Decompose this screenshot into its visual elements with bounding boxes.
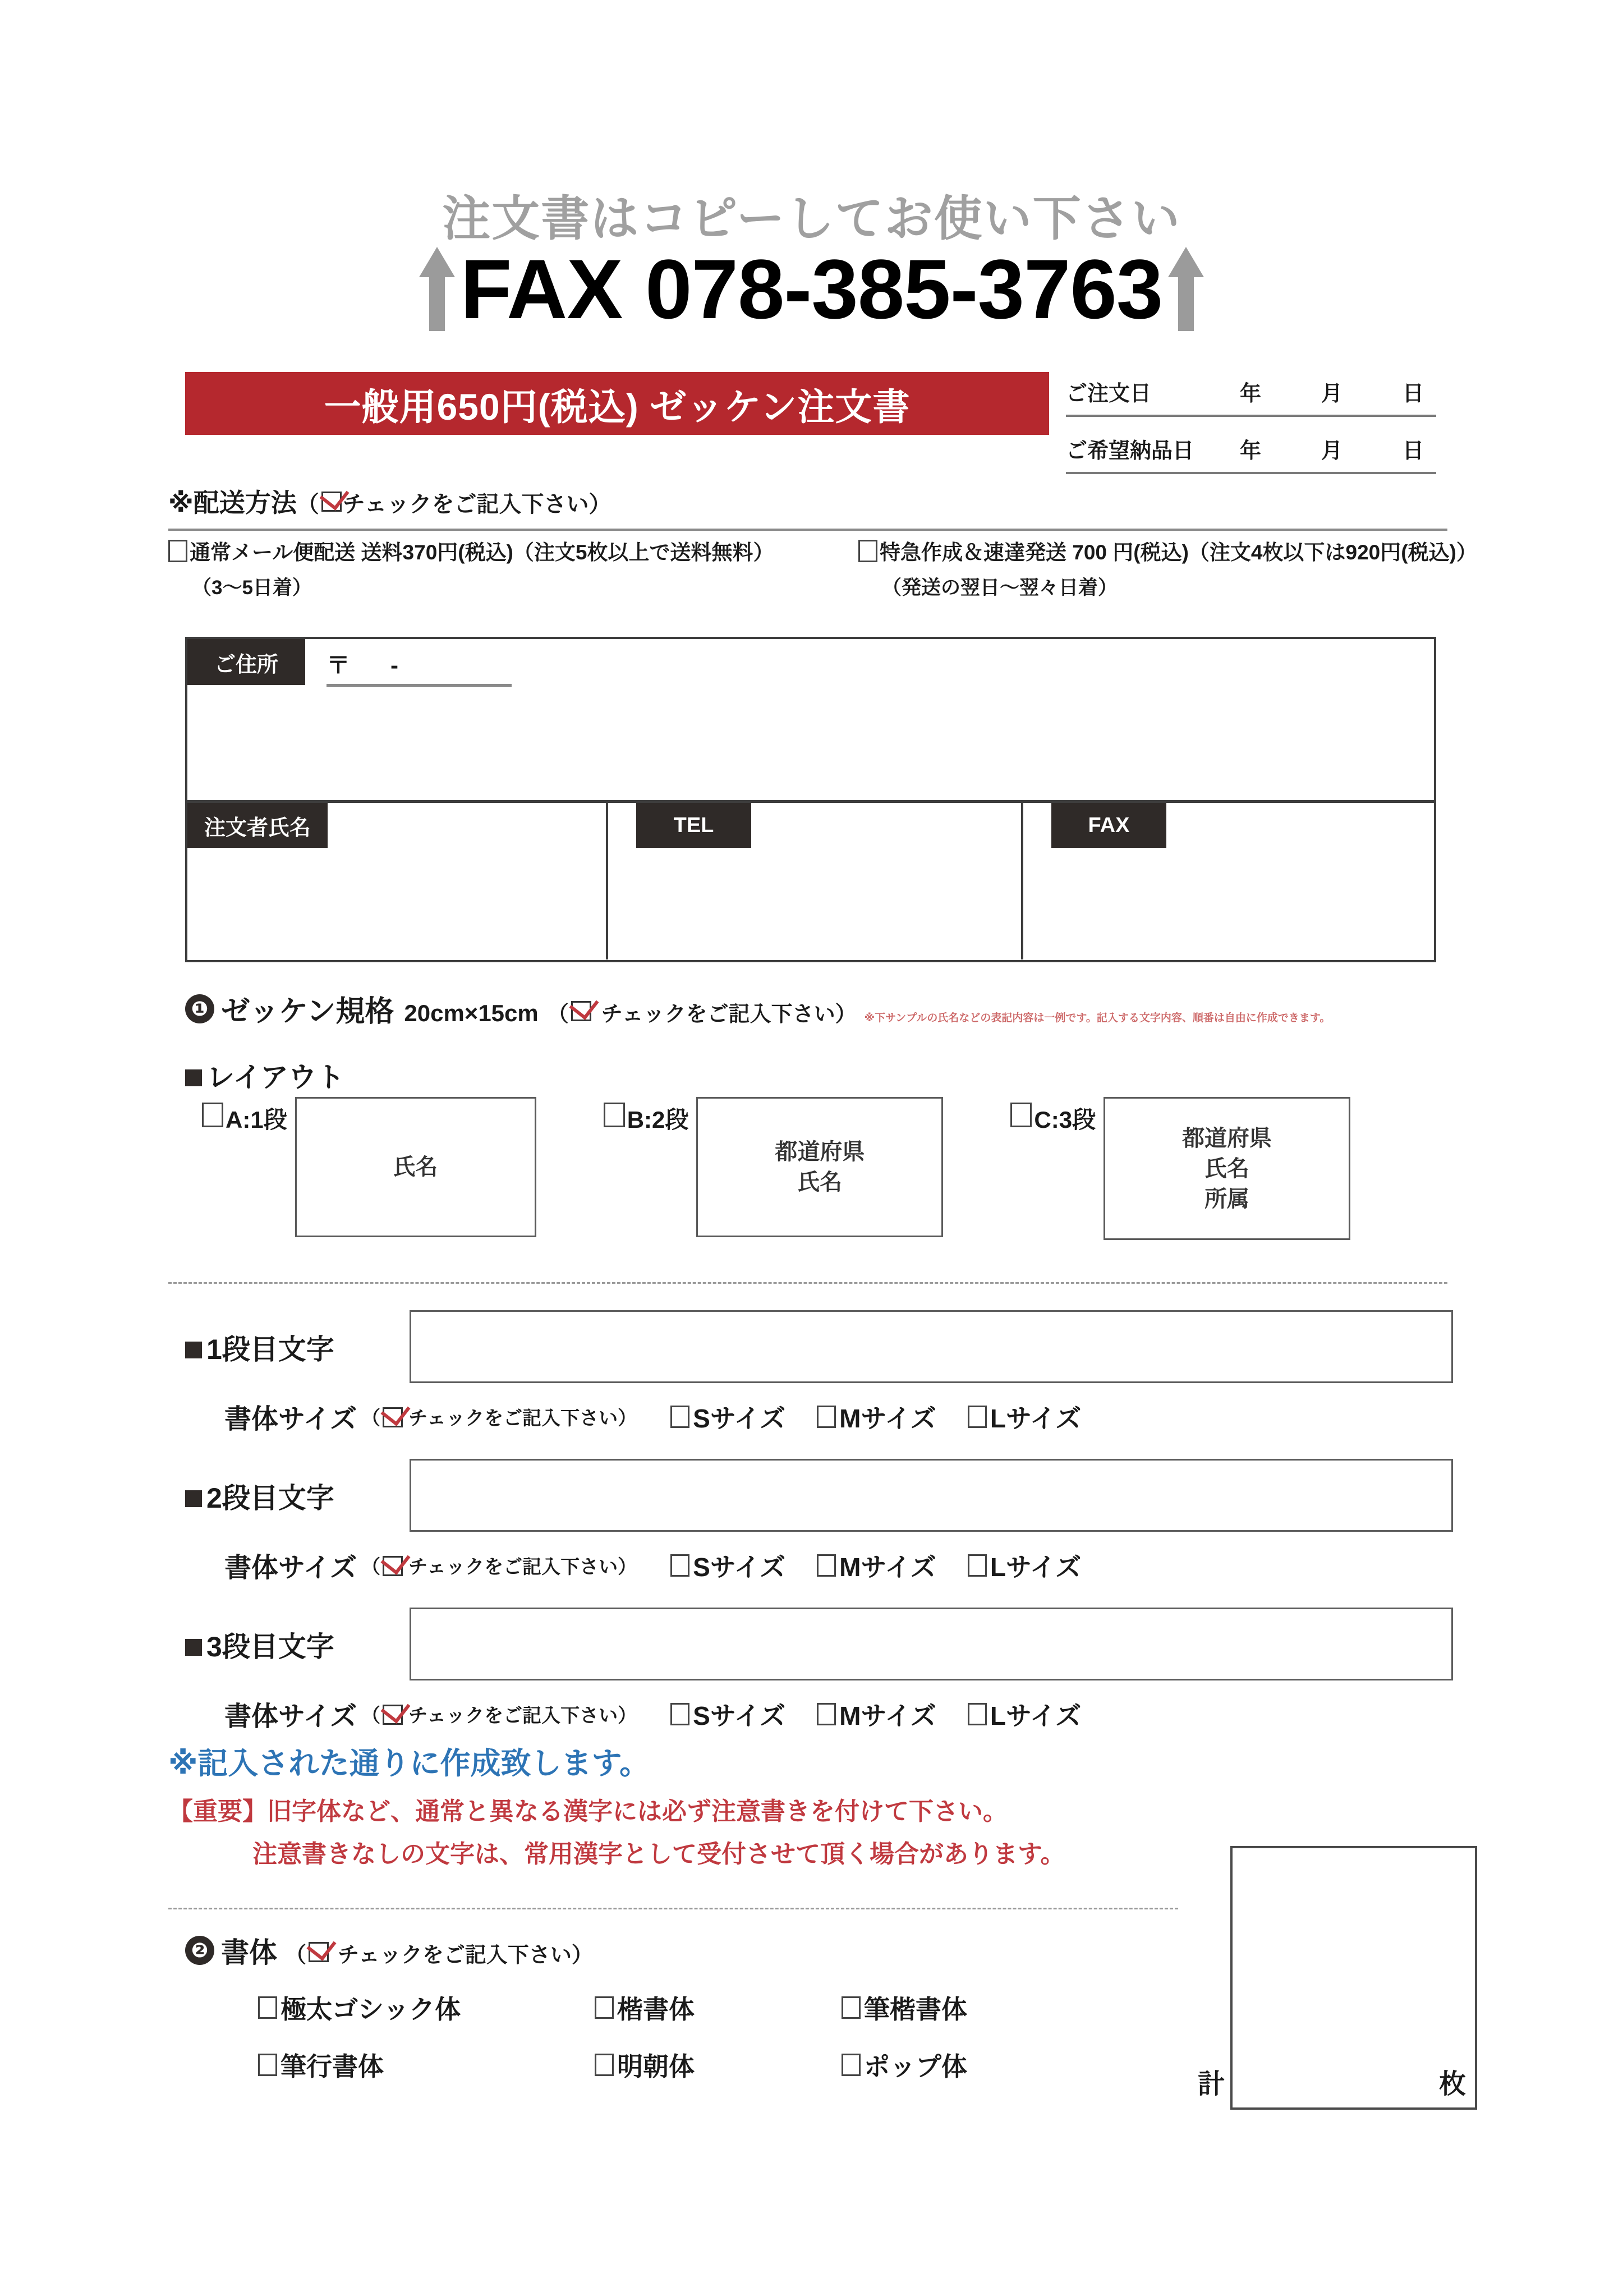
size-row-3-option-m[interactable] — [817, 1696, 936, 1733]
checkmark-icon — [309, 1942, 329, 1962]
contact-row — [187, 803, 1434, 959]
text-row-2-label: 2段目文字 — [206, 1482, 334, 1514]
arrow-up-right-icon — [1168, 247, 1204, 331]
layout-b-sample-line1: 都道府県 — [775, 1140, 865, 1164]
section1-number-icon: ❶ — [185, 994, 214, 1023]
bullet-square-icon — [185, 1342, 202, 1358]
font-style-row-2 — [258, 2046, 1100, 2083]
font-option-mincho[interactable] — [595, 2046, 842, 2083]
order-date-year-unit: 年 — [1240, 382, 1262, 406]
layout-a-checkbox[interactable] — [202, 1103, 223, 1127]
size-m-checkbox[interactable] — [817, 1703, 836, 1725]
size-row-2-option-s[interactable] — [670, 1547, 785, 1584]
size-row-1-title: 書体サイズ — [224, 1404, 357, 1434]
checkmark-icon — [383, 1705, 403, 1725]
layout-options — [202, 1097, 1453, 1240]
notice-red-line1: 【重要】旧字体など、通常と異なる漢字には必ず注意書きを付けて下さい。 — [168, 1798, 1008, 1825]
total-prefix-label: 計 — [1198, 2069, 1225, 2099]
size-s-label: Sサイズ — [693, 1701, 786, 1730]
delivery-date-label: ご希望納品日 — [1066, 439, 1194, 463]
layout-option-c[interactable] — [1010, 1097, 1350, 1240]
size-s-checkbox[interactable] — [670, 1406, 689, 1428]
size-row-3-options — [670, 1696, 1081, 1733]
font-kaisho-checkbox[interactable] — [595, 1996, 614, 2019]
font-fude-kaisho-label: 筆楷書体 — [864, 1995, 967, 2024]
order-date-month-unit: 月 — [1321, 382, 1343, 406]
section1-heading — [185, 988, 1330, 1030]
size-row-3 — [224, 1695, 1081, 1733]
bullet-square-icon — [185, 1069, 202, 1086]
layout-heading — [185, 1055, 344, 1095]
font-gothic-checkbox[interactable] — [258, 1996, 277, 2019]
delivery-date-day-unit: 日 — [1403, 439, 1424, 463]
size-row-2-hint: チェックをご記入下さい） — [408, 1556, 637, 1578]
text-row-1-input[interactable] — [410, 1310, 1453, 1383]
total-quantity-input[interactable] — [1230, 1846, 1477, 2110]
size-m-label: Mサイズ — [839, 1701, 936, 1730]
arrow-up-left-icon — [419, 247, 455, 331]
tel-label: TEL — [636, 803, 751, 848]
postal-dash: - — [390, 652, 399, 678]
divider-above-text-rows — [168, 1282, 1447, 1284]
font-kaisho-label: 楷書体 — [617, 1995, 695, 2024]
font-option-gothic[interactable] — [258, 1989, 595, 2026]
total-suffix-label: 枚 — [1439, 2069, 1466, 2099]
size-l-label: Lサイズ — [990, 1552, 1082, 1582]
size-row-2-options — [670, 1547, 1081, 1584]
size-row-1-hint: チェックをご記入下さい） — [408, 1408, 637, 1429]
size-s-label: Sサイズ — [693, 1403, 786, 1433]
size-row-2 — [224, 1546, 1081, 1585]
postal-code-field[interactable] — [327, 647, 512, 687]
order-date-label: ご注文日 — [1066, 382, 1152, 406]
layout-option-a[interactable] — [202, 1097, 536, 1237]
font-fude-gyosho-label: 筆行書体 — [281, 2052, 384, 2081]
delivery-date-month-unit: 月 — [1321, 439, 1343, 463]
size-row-2-option-m[interactable] — [817, 1547, 936, 1584]
layout-c-checkbox[interactable] — [1010, 1103, 1032, 1127]
postal-underline — [327, 684, 512, 687]
shipping-hint-open: （ — [296, 492, 319, 517]
order-date-day-unit: 日 — [1403, 382, 1424, 406]
font-fude-gyosho-checkbox[interactable] — [258, 2054, 277, 2076]
size-s-checkbox[interactable] — [670, 1554, 689, 1577]
fax-number: FAX 078-385-3763 — [460, 242, 1163, 336]
size-row-3-option-s[interactable] — [670, 1696, 785, 1733]
size-row-1 — [224, 1397, 1081, 1436]
font-option-fude-kaisho[interactable] — [842, 1989, 967, 2026]
size-l-checkbox[interactable] — [968, 1406, 987, 1428]
address-cell[interactable] — [187, 639, 1434, 803]
checkmark-icon — [321, 492, 342, 512]
shipping-express-label: 特急作成＆速達発送 700 円(税込)（注文4枚以下は920円(税込)） — [880, 541, 1477, 564]
size-row-2-option-l[interactable] — [968, 1547, 1081, 1584]
layout-option-b[interactable] — [604, 1097, 944, 1237]
notice-blue: ※記入された通りに作成致します。 — [168, 1747, 650, 1780]
section1-title: ゼッケン規格 — [221, 995, 394, 1028]
text-row-3-label-wrap — [185, 1624, 334, 1665]
layout-a-sample — [295, 1097, 536, 1237]
size-m-label: Mサイズ — [839, 1552, 936, 1582]
text-row-3-input[interactable] — [410, 1608, 1453, 1680]
size-m-checkbox[interactable] — [817, 1406, 836, 1428]
size-l-label: Lサイズ — [990, 1701, 1082, 1730]
section1-dimension: 20cm×15cm — [404, 1000, 539, 1026]
form-title-banner — [185, 372, 1049, 435]
orderer-name-label: 注文者氏名 — [187, 803, 328, 848]
size-l-checkbox[interactable] — [968, 1554, 987, 1577]
font-pop-checkbox[interactable] — [842, 2054, 861, 2076]
size-row-2-hint-open: （ — [361, 1556, 381, 1578]
date-block — [1066, 368, 1436, 480]
divider-above-section2 — [168, 1908, 1178, 1909]
size-l-checkbox[interactable] — [968, 1703, 987, 1725]
size-row-1-option-s[interactable] — [670, 1398, 785, 1435]
text-row-1-label: 1段目文字 — [206, 1334, 334, 1365]
shipping-standard-label: 通常メール便配送 送料370円(税込)（注文5枚以上で送料無料） — [190, 541, 774, 564]
layout-b-sample — [696, 1097, 943, 1237]
size-l-label: Lサイズ — [990, 1403, 1082, 1433]
shipping-option-standard[interactable] — [168, 540, 858, 600]
layout-c-label: C:3段 — [1034, 1106, 1096, 1133]
layout-b-sample-line2: 氏名 — [797, 1170, 843, 1195]
section1-red-note: ※下サンプルの氏名などの表記内容は一例です。記入する文字内容、順番は自由に作成できます。 — [864, 1012, 1331, 1024]
layout-heading-label: レイアウト — [206, 1062, 344, 1093]
bullet-square-icon — [185, 1639, 202, 1656]
size-row-1-hint-open: （ — [361, 1408, 381, 1429]
section2-hint-text: チェックをご記入下さい） — [338, 1944, 593, 1967]
font-gothic-label: 極太ゴシック体 — [281, 1995, 461, 2024]
tel-cell[interactable] — [608, 803, 1023, 959]
size-row-2-title: 書体サイズ — [224, 1553, 357, 1583]
section2-heading — [185, 1930, 593, 1971]
size-s-label: Sサイズ — [693, 1552, 786, 1582]
font-option-pop[interactable] — [842, 2046, 967, 2083]
size-s-checkbox[interactable] — [670, 1703, 689, 1725]
size-row-3-hint-open: （ — [361, 1705, 381, 1726]
text-row-1-label-wrap — [185, 1327, 334, 1367]
delivery-date-row[interactable] — [1066, 425, 1436, 474]
font-mincho-checkbox[interactable] — [595, 2054, 614, 2076]
layout-b-label: B:2段 — [627, 1106, 689, 1133]
layout-a-sample-line1: 氏名 — [393, 1155, 438, 1179]
shipping-divider — [168, 529, 1447, 531]
font-style-options — [258, 1989, 1100, 2104]
size-row-3-hint: チェックをご記入下さい） — [408, 1705, 637, 1726]
shipping-standard-sublabel: （3～5日着） — [192, 576, 312, 599]
shipping-option-express[interactable] — [858, 540, 1477, 600]
banner-row — [185, 368, 1436, 497]
address-label: ご住所 — [187, 639, 305, 685]
font-option-kaisho[interactable] — [595, 1989, 842, 2026]
size-m-checkbox[interactable] — [817, 1554, 836, 1577]
size-row-3-option-l[interactable] — [968, 1696, 1081, 1733]
section1-hint-open: （ — [547, 1003, 569, 1026]
shipping-method-label: ※配送方法 — [168, 488, 297, 517]
orderer-name-cell[interactable] — [187, 803, 608, 959]
size-row-1-options — [670, 1398, 1081, 1435]
font-mincho-label: 明朝体 — [617, 2052, 695, 2081]
font-option-fude-gyosho[interactable] — [258, 2046, 595, 2083]
order-date-row[interactable] — [1066, 368, 1436, 417]
layout-b-checkbox[interactable] — [604, 1103, 625, 1127]
text-row-2-input[interactable] — [410, 1459, 1453, 1532]
text-row-2-label-wrap — [185, 1476, 334, 1516]
copy-notice: 注文書はコピーしてお使い下さい — [442, 192, 1181, 246]
fax-label: FAX — [1051, 803, 1166, 848]
shipping-hint-text: チェックをご記入下さい） — [342, 492, 612, 517]
size-m-label: Mサイズ — [839, 1403, 936, 1433]
layout-a-label: A:1段 — [226, 1106, 287, 1133]
checkmark-icon — [571, 1001, 591, 1021]
customer-info-table — [185, 637, 1436, 962]
checkmark-icon — [383, 1407, 403, 1427]
shipping-express-checkbox[interactable] — [858, 540, 877, 562]
shipping-options — [168, 540, 1477, 600]
form-title: 一般用650円(税込) ゼッケン注文書 — [324, 385, 911, 428]
delivery-date-year-unit: 年 — [1240, 439, 1262, 463]
font-pop-label: ポップ体 — [864, 2052, 967, 2081]
shipping-method-heading — [168, 483, 612, 520]
layout-c-sample-line2: 氏名 — [1204, 1156, 1250, 1181]
section2-hint-open: （ — [285, 1944, 307, 1967]
font-fude-kaisho-checkbox[interactable] — [842, 1996, 861, 2019]
text-row-3-label: 3段目文字 — [206, 1631, 334, 1663]
layout-c-sample — [1104, 1097, 1350, 1240]
section1-hint-text: チェックをご記入下さい） — [601, 1003, 857, 1026]
size-row-1-option-m[interactable] — [817, 1398, 936, 1435]
layout-c-sample-line1: 都道府県 — [1182, 1126, 1272, 1151]
size-row-3-title: 書体サイズ — [224, 1702, 357, 1732]
shipping-express-sublabel: （発送の翌日～翌々日着） — [882, 576, 1118, 599]
bullet-square-icon — [185, 1490, 202, 1507]
fax-cell[interactable] — [1023, 803, 1434, 959]
checkmark-icon — [383, 1556, 403, 1576]
total-quantity-area — [1198, 1846, 1477, 2110]
layout-c-sample-line3: 所属 — [1204, 1186, 1250, 1211]
section2-title: 書体 — [221, 1937, 277, 1968]
notice-red-line2: 注意書きなしの文字は、常用漢字として受付させて頂く場合があります。 — [252, 1840, 1065, 1868]
fax-header — [0, 242, 1623, 336]
shipping-standard-checkbox[interactable] — [168, 540, 187, 562]
postal-mark-icon: 〒 — [327, 652, 351, 678]
size-row-1-option-l[interactable] — [968, 1398, 1081, 1435]
section2-number-icon: ❷ — [185, 1936, 214, 1965]
font-style-row-1 — [258, 1989, 1100, 2026]
